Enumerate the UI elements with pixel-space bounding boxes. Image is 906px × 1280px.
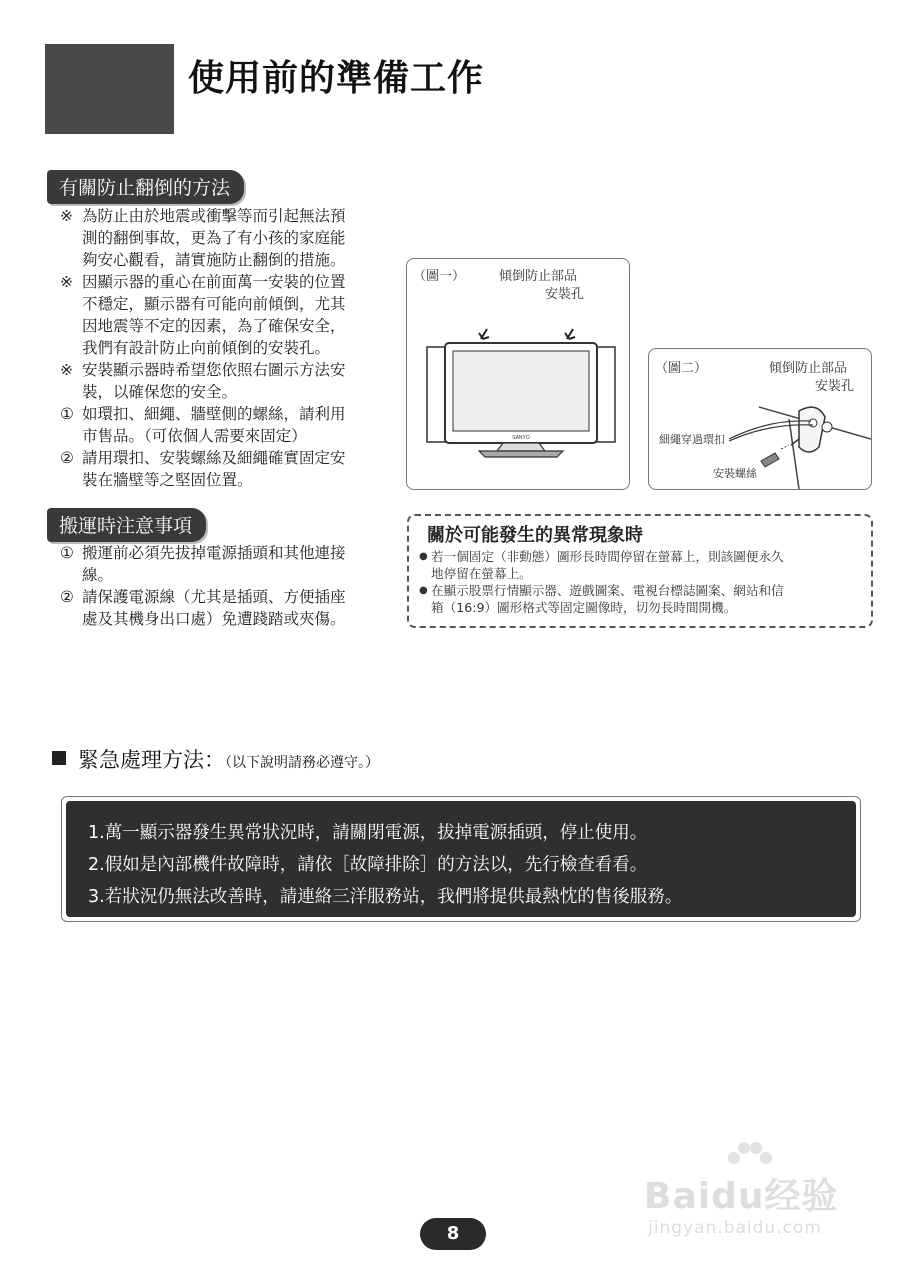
section-title-tipping: 有關防止翻倒的方法 <box>47 170 244 204</box>
screw-label: 安裝螺絲 <box>713 467 757 480</box>
section-title-transport: 搬運時注意事項 <box>47 508 206 542</box>
notice-title: 關於可能發生的異常現象時 <box>427 525 643 546</box>
list-item: ① 搬運前必須先拔掉電源插頭和其他連接 線。 <box>60 544 346 584</box>
emergency-heading <box>52 744 379 774</box>
list-item: ● 在顯示股票行情顯示器、遊戲圖案、電視台標誌圖案、網站和信 箱（16:9）圖形格式等固定圖像時，切勿長時間開機。 <box>419 583 784 615</box>
emergency-line-2: 2.假如是內部機件故障時，請依［故障排除］的方法以，先行檢查看看。 <box>88 855 648 875</box>
emergency-title: 緊急處理方法： <box>78 748 225 772</box>
list-item: ① 如環扣、細繩、牆壁側的螺絲，請利用 市售品。（可依個人需要來固定） <box>60 405 346 445</box>
emergency-box <box>61 796 861 922</box>
square-bullet-icon <box>52 751 66 765</box>
emergency-line-1: 1.萬一顯示器發生異常狀況時，請關閉電源，拔掉電源插頭，停止使用。 <box>88 823 648 843</box>
transport-list <box>60 542 400 630</box>
figure-1-part-label: 傾倒防止部品 <box>499 269 578 284</box>
tipping-list <box>60 205 400 491</box>
page-number: 8 <box>420 1218 486 1250</box>
tv-brand: SANYO <box>512 435 530 441</box>
figure-1 <box>406 258 630 490</box>
page-title: 使用前的準備工作 <box>188 58 485 99</box>
list-item: ※ 為防止由於地震或衝擊等而引起無法預 測的翻倒事故，更為了有小孩的家庭能 夠安心觀看，請實施防止翻倒的措施。 <box>60 207 346 269</box>
rope-label: 細繩穿過環扣 <box>659 433 725 446</box>
figure-1-hole-label: 安裝孔 <box>545 287 585 302</box>
list-item: ● 若一個固定（非動態）圖形長時間停留在螢幕上，則該圖便永久 地停留在螢幕上。 <box>419 549 784 581</box>
notice-box <box>407 514 873 628</box>
baidu-watermark <box>640 1140 860 1250</box>
figure-2-hole-label: 安裝孔 <box>815 379 855 394</box>
notice-list <box>419 548 865 616</box>
tv-illustration <box>407 259 629 489</box>
figure-2-label: （圖二） <box>655 361 708 376</box>
list-item: ② 請保護電源線（尤其是插頭、方便插座 處及其機身出口處）免遭踐踏或夾傷。 <box>60 588 346 628</box>
header-block <box>45 44 174 134</box>
watermark-brand: Baidu经验 <box>644 1176 839 1217</box>
emergency-line-3: 3.若狀況仍無法改善時，請連絡三洋服務站，我們將提供最熱忱的售後服務。 <box>88 887 683 907</box>
list-item: ② 請用環扣、安裝螺絲及細繩確實固定安 裝在牆壁等之堅固位置。 <box>60 449 346 489</box>
list-item: ※ 因顯示器的重心在前面萬一安裝的位置 不穩定，顯示器有可能向前傾倒，尤其 因地震等不定的因素，為了確保安全， 我們有設計防止向前傾倒的安裝孔。 <box>60 273 346 357</box>
watermark-site: jingyan.baidu.com <box>648 1218 822 1238</box>
emergency-note: （以下說明請務必遵守。） <box>225 755 379 771</box>
list-item: ※ 安裝顯示器時希望您依照右圖示方法安 裝，以確保您的安全。 <box>60 361 346 401</box>
figure-2-part-label: 傾倒防止部品 <box>769 361 848 376</box>
figure-2 <box>648 348 872 490</box>
figure-1-label: （圖一） <box>413 269 466 284</box>
bracket-illustration <box>649 349 871 489</box>
